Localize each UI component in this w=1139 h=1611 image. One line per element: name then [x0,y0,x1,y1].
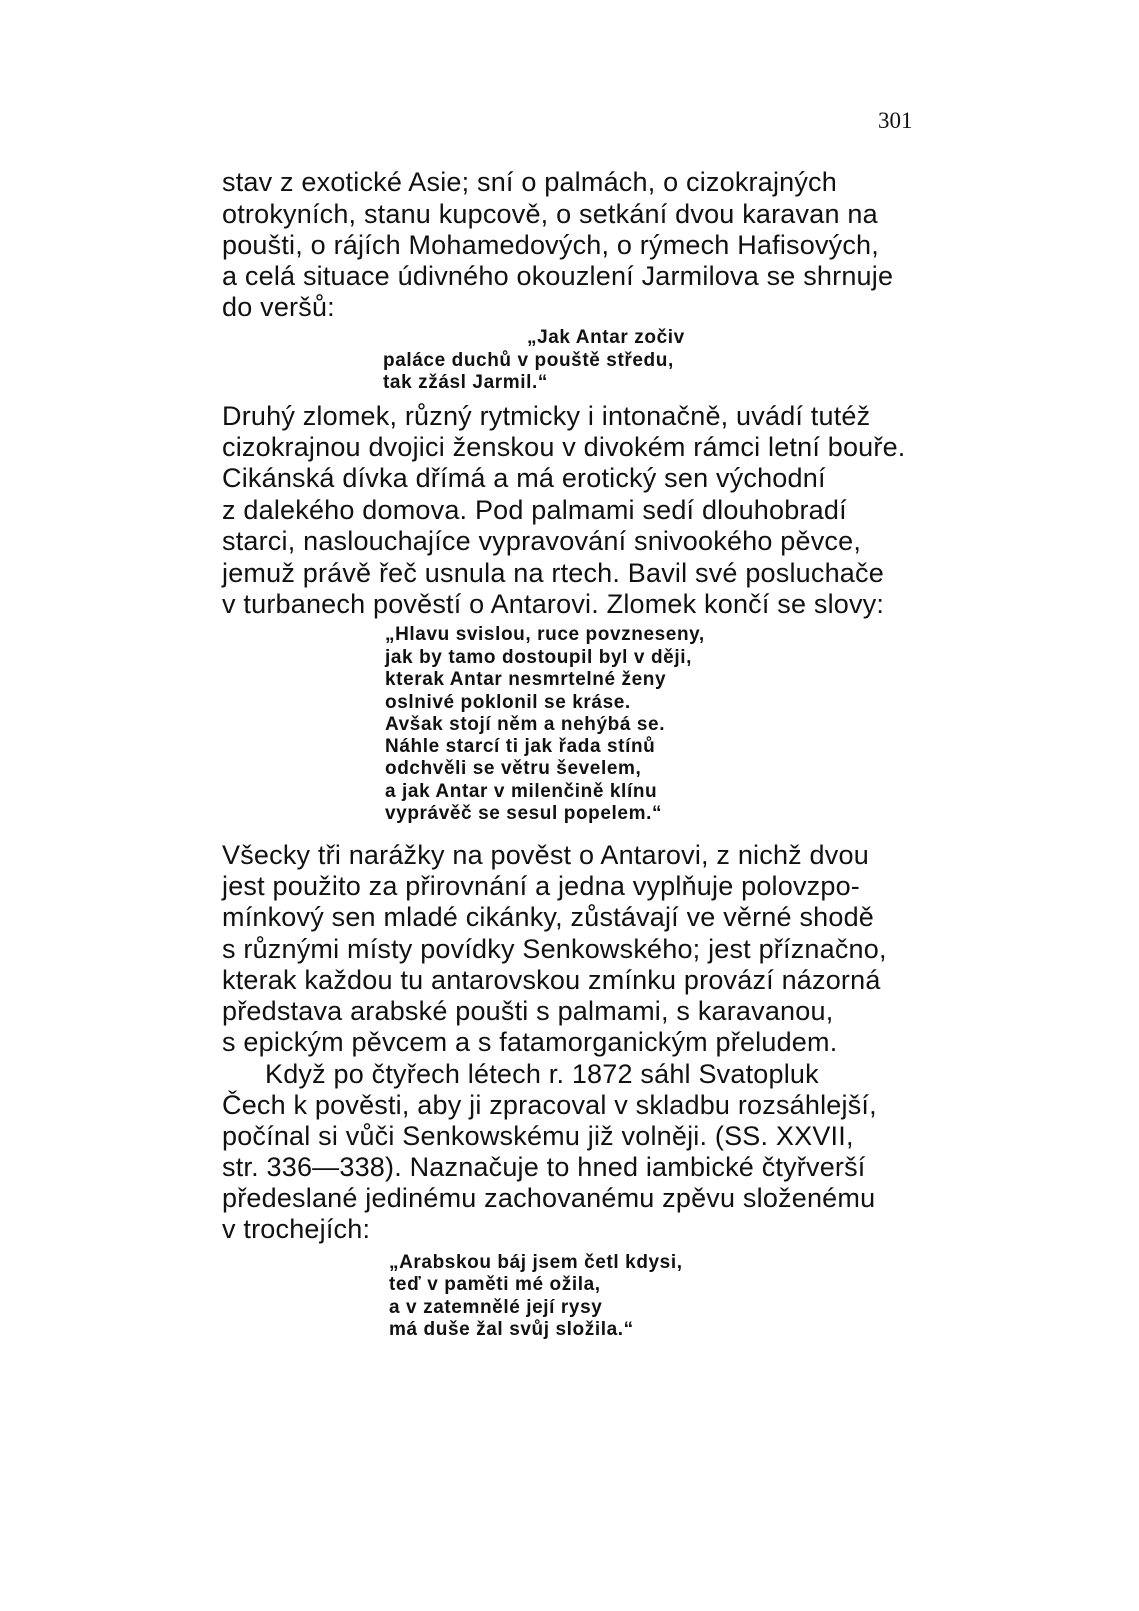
verse-line: teď v paměti mé ožila, [389,1274,601,1295]
paragraph-line: v trochejích: [222,1214,371,1244]
paragraph-line: z dalekého domova. Pod palmami sedí dlouhobradí [222,495,847,525]
verse-line: odchvěli se větru ševelem, [385,758,642,779]
verse-line: má duše žal svůj složila.“ [389,1319,634,1340]
paragraph-line: do veršů: [222,292,335,322]
verse-line: „Jak Antar zočiv [527,327,685,348]
paragraph-line: počínal si vůči Senkowskému již volněji. (SS. XXVII, [222,1121,854,1151]
paragraph-line: Když po čtyřech létech r. 1872 sáhl Svatopluk [265,1059,819,1089]
paragraph-line: Druhý zlomek, různý rytmicky i intonačně, uvádí tutéž [222,401,871,431]
verse-line: a jak Antar v milenčině klínu [385,781,658,802]
verse-line: Avšak stojí něm a nehýbá se. [385,714,666,735]
verse-line: Náhle starcí ti jak řada stínů [385,736,656,757]
paragraph-line: jest použito za přirovnání a jedna vyplňuje polovzpo- [222,871,860,901]
paragraph-line: Čech k pověsti, aby ji zpracoval v skladbu rozsáhlejší, [222,1090,877,1120]
paragraph-line: kterak každou tu antarovskou zmínku provází názorná [222,965,881,995]
paragraph-line: poušti, o rájích Mohamedových, o rýmech Hafisových, [222,230,879,260]
paragraph-line: Všecky tři narážky na pověst o Antarovi, z nichž dvou [222,840,869,870]
paragraph-line: cizokrajnou dvojici ženskou v divokém rámci letní bouře. [222,432,906,462]
verse-line: a v zatemnělé její rysy [389,1297,603,1318]
paragraph-line: stav z exotické Asie; sní o palmách, o cizokrajných [222,167,837,197]
paragraph-line: Cikánská dívka dřímá a má erotický sen východní [222,463,826,493]
verse-line: „Arabskou báj jsem četl kdysi, [389,1252,683,1273]
verse-line: tak zžásl Jarmil.“ [383,372,548,393]
verse-line: jak by tamo dostoupil byl v ději, [385,647,692,668]
paragraph-line: s epickým pěvcem a s fatamorganickým přeludem. [222,1027,838,1057]
verse-line: „Hlavu svislou, ruce povzneseny, [385,624,705,645]
verse-line: vyprávěč se sesul popelem.“ [385,803,663,824]
paragraph-line: předeslané jedinému zachovanému zpěvu složenému [222,1183,876,1213]
paragraph-line: v turbanech pověstí o Antarovi. Zlomek končí se slovy: [222,589,885,619]
paragraph-line: mínkový sen mladé cikánky, zůstávají ve věrné shodě [222,902,875,932]
paragraph-line: starci, naslouchajíce vypravování snivookého pěvce, [222,526,862,556]
verse-line: kterak Antar nesmrtelné ženy [385,669,667,690]
paragraph-line: představa arabské poušti s palmami, s karavanou, [222,996,834,1026]
paragraph-line: otrokyních, stanu kupcově, o setkání dvou karavan na [222,199,878,229]
page-number: 301 [878,108,913,133]
verse-line: paláce duchů v pouště středu, [383,350,674,371]
verse-line: oslnivé poklonil se kráse. [385,692,631,713]
paragraph-line: jemuž právě řeč usnula na rtech. Bavil své posluchače [222,558,884,588]
paragraph-line: s různými místy povídky Senkowského; jest příznačno, [222,934,887,964]
paragraph-line: a celá situace údivného okouzlení Jarmilova se shrnuje [222,261,894,291]
paragraph-line: str. 336—338). Naznačuje to hned iambické čtyřverší [222,1152,866,1182]
